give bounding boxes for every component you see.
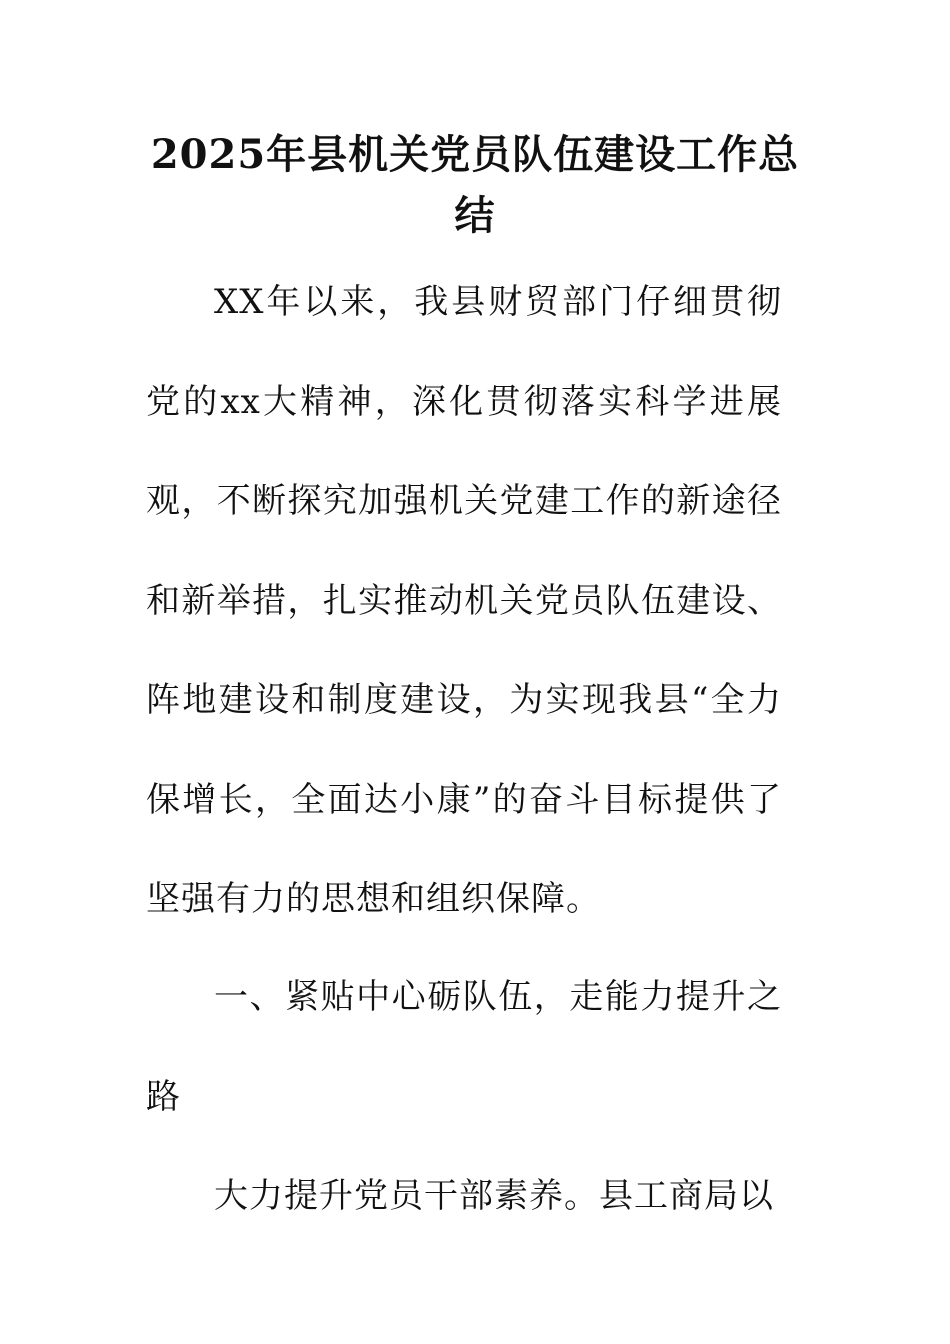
section-heading-1: 一、紧贴中心砺队伍，走能力提升之路 [146, 977, 782, 1117]
intro-paragraph: XX年以来，我县财贸部门仔细贯彻党的xx大精神，深化贯彻落实科学进展观，不断探究加强机关党建工作的新途径和新举措，扎实推动机关党员队伍建设、阵地建设和制度建设，为实现我县“全力保增长，全面达小康”的奋斗目标提供了坚强有力的思想和组织保障。 [146, 282, 782, 919]
section-paragraph-1: 大力提升党员干部素养。县工商局以 [214, 1176, 774, 1216]
document-title: 2025年县机关党员队伍建设工作总结 [150, 131, 800, 239]
